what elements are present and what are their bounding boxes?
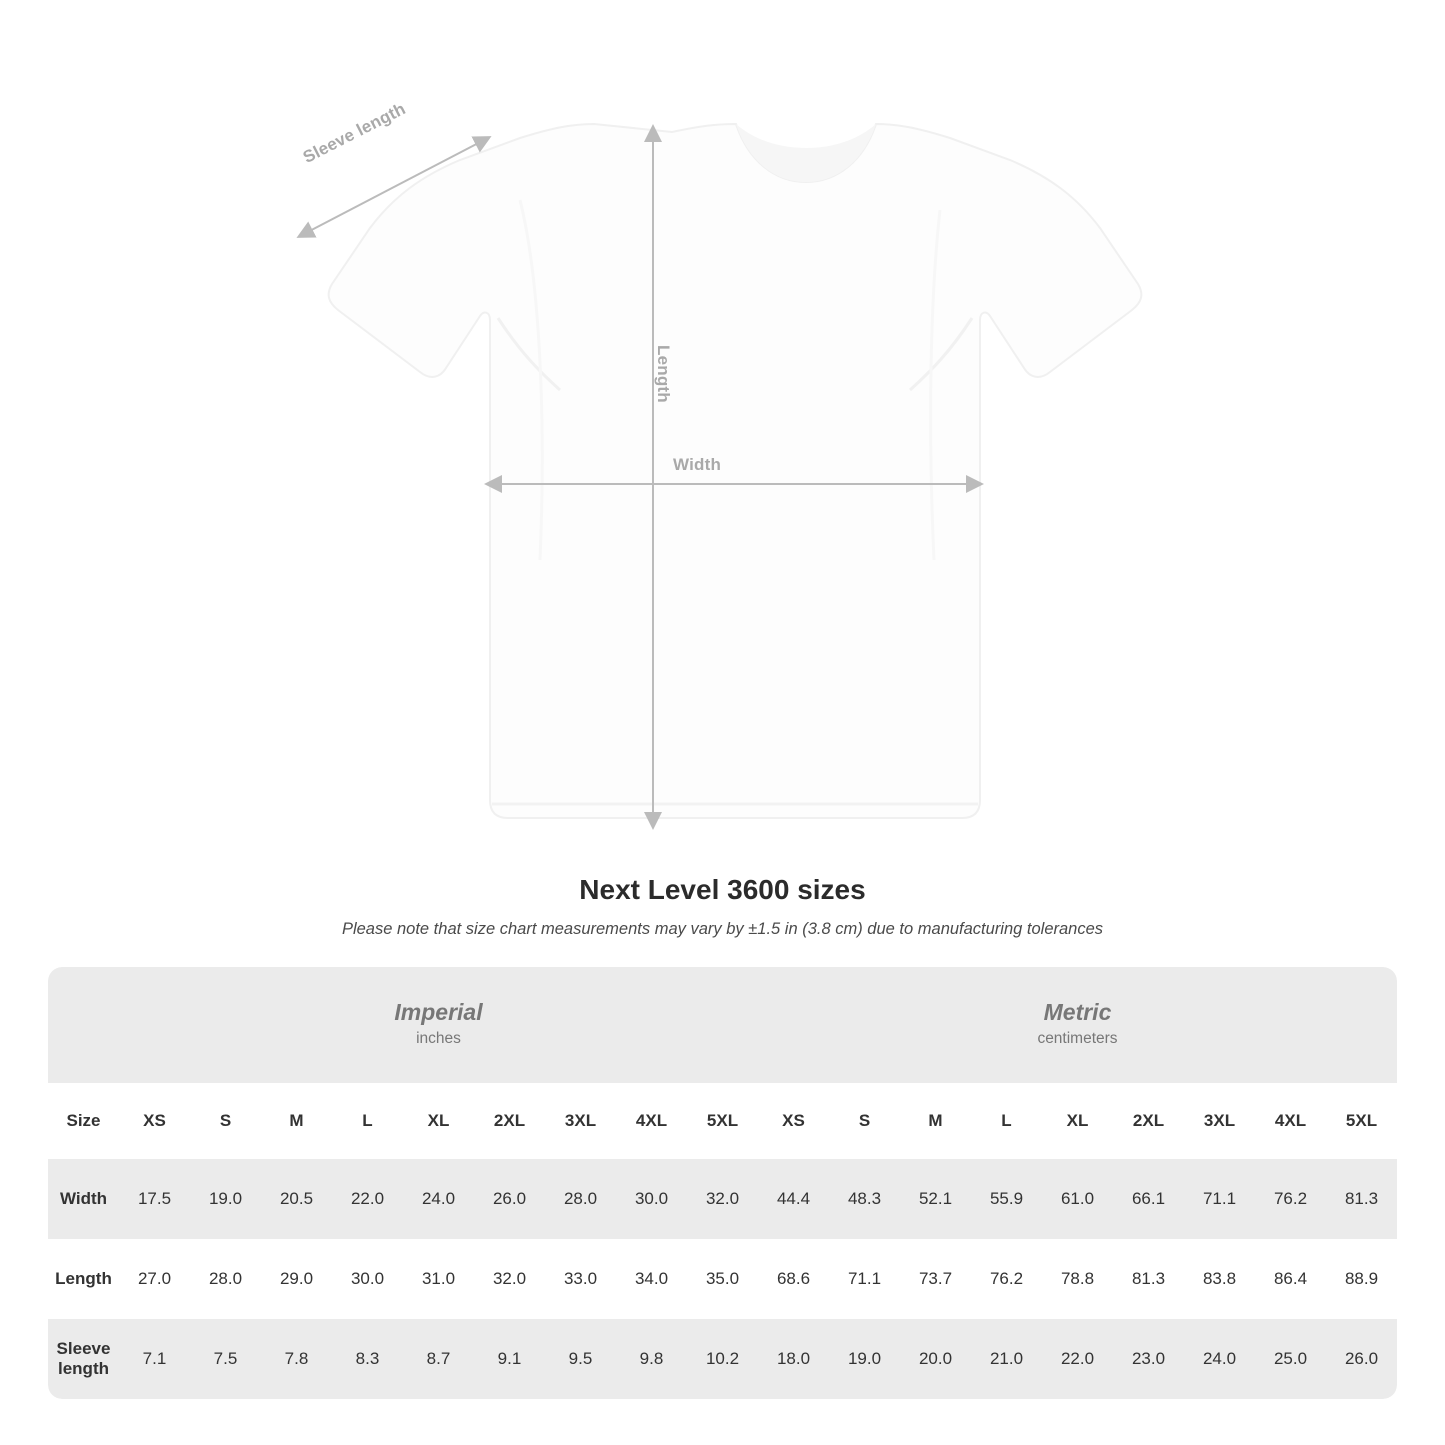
row-label-size: Size	[48, 1083, 119, 1159]
size-cell: 5XL	[1326, 1083, 1397, 1159]
table-group-header-row	[48, 967, 1397, 1083]
sleeve-cell: 8.7	[403, 1319, 474, 1399]
width-cell: 19.0	[190, 1159, 261, 1239]
size-cell: M	[261, 1083, 332, 1159]
width-cell: 32.0	[687, 1159, 758, 1239]
group-title-imperial: Imperial	[394, 999, 483, 1026]
width-cell: 55.9	[971, 1159, 1042, 1239]
length-cell: 29.0	[261, 1239, 332, 1319]
size-cell: XS	[758, 1083, 829, 1159]
size-table-container	[48, 967, 1397, 1399]
size-cell: XS	[119, 1083, 190, 1159]
width-cell: 22.0	[332, 1159, 403, 1239]
page-title: Next Level 3600 sizes	[579, 874, 866, 905]
group-title-metric: Metric	[1043, 999, 1112, 1026]
length-cell: 71.1	[829, 1239, 900, 1319]
row-label-sleeve-length: Sleeve length	[48, 1319, 119, 1399]
length-label: Length	[654, 345, 673, 403]
sleeve-cell: 9.5	[545, 1319, 616, 1399]
sleeve-cell: 22.0	[1042, 1319, 1113, 1399]
width-cell: 52.1	[900, 1159, 971, 1239]
size-cell: M	[900, 1083, 971, 1159]
length-cell: 83.8	[1184, 1239, 1255, 1319]
group-header-imperial	[119, 967, 758, 1083]
sleeve-cell: 7.5	[190, 1319, 261, 1399]
row-label-width: Width	[48, 1159, 119, 1239]
width-cell: 20.5	[261, 1159, 332, 1239]
sleeve-cell: 20.0	[900, 1319, 971, 1399]
row-label-length: Length	[48, 1239, 119, 1319]
width-cell: 76.2	[1255, 1159, 1326, 1239]
sleeve-cell: 25.0	[1255, 1319, 1326, 1399]
size-cell: 5XL	[687, 1083, 758, 1159]
tolerance-note: Please note that size chart measurements may vary by ±1.5 in (3.8 cm) due to manufacturing tolerances	[341, 920, 1104, 938]
width-cell: 30.0	[616, 1159, 687, 1239]
sleeve-cell: 9.8	[616, 1319, 687, 1399]
sleeve-cell: 7.8	[261, 1319, 332, 1399]
size-cell: 4XL	[1255, 1083, 1326, 1159]
length-cell: 78.8	[1042, 1239, 1113, 1319]
width-cell: 66.1	[1113, 1159, 1184, 1239]
table-row-sleeve-length	[48, 1319, 1397, 1399]
sleeve-cell: 19.0	[829, 1319, 900, 1399]
sleeve-cell: 9.1	[474, 1319, 545, 1399]
sleeve-cell: 18.0	[758, 1319, 829, 1399]
size-cell: S	[829, 1083, 900, 1159]
length-cell: 34.0	[616, 1239, 687, 1319]
size-cell: XL	[1042, 1083, 1113, 1159]
sleeve-cell: 24.0	[1184, 1319, 1255, 1399]
length-cell: 35.0	[687, 1239, 758, 1319]
group-subtitle-metric: centimeters	[1037, 1029, 1118, 1047]
width-cell: 61.0	[1042, 1159, 1113, 1239]
width-cell: 71.1	[1184, 1159, 1255, 1239]
length-cell: 32.0	[474, 1239, 545, 1319]
group-subtitle-imperial: inches	[416, 1029, 461, 1047]
width-cell: 44.4	[758, 1159, 829, 1239]
length-cell: 68.6	[758, 1239, 829, 1319]
size-table	[48, 967, 1397, 1399]
tshirt-shape	[329, 124, 1142, 818]
length-cell: 73.7	[900, 1239, 971, 1319]
group-header-spacer	[48, 967, 119, 1083]
width-cell: 81.3	[1326, 1159, 1397, 1239]
size-cell: 4XL	[616, 1083, 687, 1159]
table-row-sizes	[48, 1083, 1397, 1159]
width-cell: 17.5	[119, 1159, 190, 1239]
sleeve-cell: 23.0	[1113, 1319, 1184, 1399]
size-cell: 2XL	[474, 1083, 545, 1159]
sleeve-cell: 7.1	[119, 1319, 190, 1399]
group-header-metric	[758, 967, 1397, 1083]
width-label: Width	[673, 455, 722, 474]
sleeve-cell: 10.2	[687, 1319, 758, 1399]
sleeve-cell: 8.3	[332, 1319, 403, 1399]
length-cell: 76.2	[971, 1239, 1042, 1319]
width-cell: 28.0	[545, 1159, 616, 1239]
table-row-width	[48, 1159, 1397, 1239]
length-cell: 31.0	[403, 1239, 474, 1319]
sleeve-cell: 26.0	[1326, 1319, 1397, 1399]
length-cell: 28.0	[190, 1239, 261, 1319]
length-cell: 27.0	[119, 1239, 190, 1319]
length-cell: 86.4	[1255, 1239, 1326, 1319]
length-cell: 81.3	[1113, 1239, 1184, 1319]
size-cell: L	[971, 1083, 1042, 1159]
size-cell: 2XL	[1113, 1083, 1184, 1159]
size-cell: XL	[403, 1083, 474, 1159]
size-cell: S	[190, 1083, 261, 1159]
size-cell: L	[332, 1083, 403, 1159]
width-cell: 24.0	[403, 1159, 474, 1239]
title-block	[0, 874, 1445, 939]
size-cell: 3XL	[545, 1083, 616, 1159]
size-cell: 3XL	[1184, 1083, 1255, 1159]
length-cell: 33.0	[545, 1239, 616, 1319]
sleeve-cell: 21.0	[971, 1319, 1042, 1399]
width-cell: 48.3	[829, 1159, 900, 1239]
sleeve-length-label: Sleeve length	[300, 99, 409, 167]
length-cell: 88.9	[1326, 1239, 1397, 1319]
width-cell: 26.0	[474, 1159, 545, 1239]
table-row-length	[48, 1239, 1397, 1319]
length-cell: 30.0	[332, 1239, 403, 1319]
